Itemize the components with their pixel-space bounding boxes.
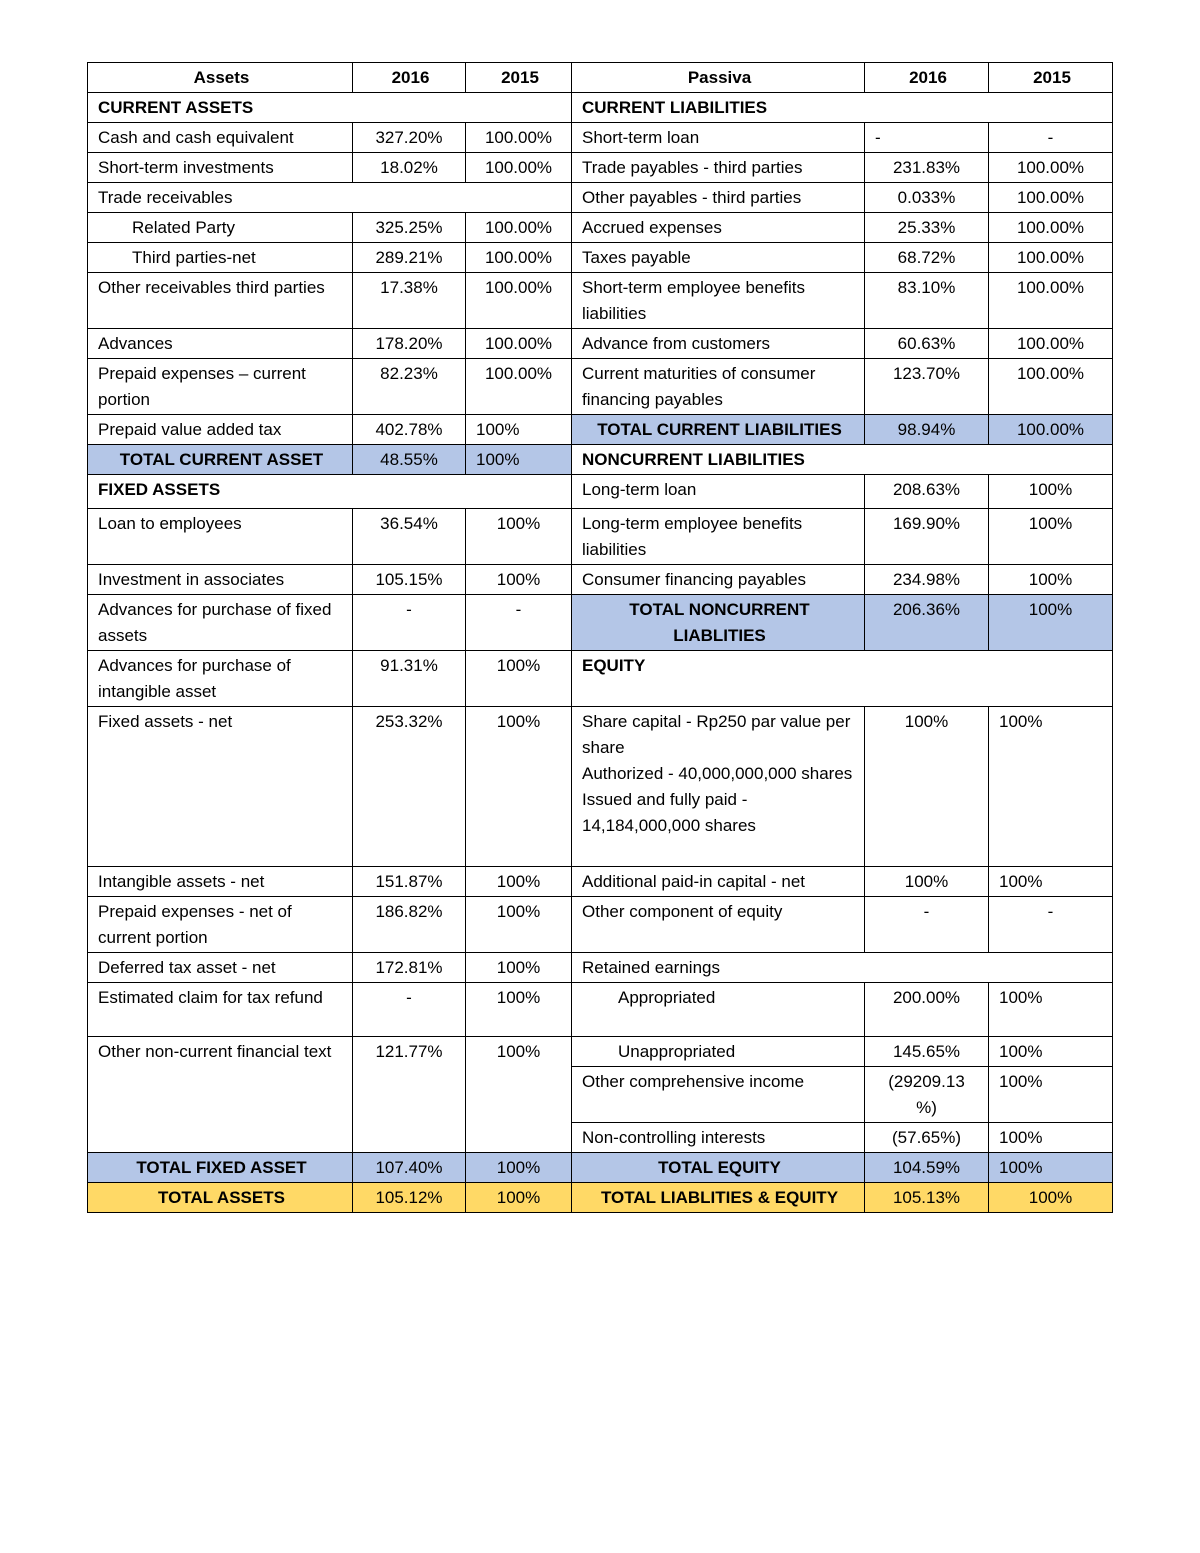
row-label: Prepaid value added tax xyxy=(88,415,353,445)
cell-2015: 100.00% xyxy=(466,359,572,415)
row-label: Unappropriated xyxy=(572,1037,865,1067)
table-row xyxy=(88,897,1113,953)
row-label: Prepaid expenses - net of current portion xyxy=(88,897,353,953)
row-label: Advances for purchase of intangible asset xyxy=(88,651,353,707)
cell-2016: 186.82% xyxy=(353,897,466,953)
cell-2015: 100% xyxy=(466,415,572,445)
row-label: Third parties-net xyxy=(88,243,353,273)
table-row xyxy=(88,983,1113,1037)
table-row xyxy=(88,475,1113,509)
row-label: Additional paid-in capital - net xyxy=(572,867,865,897)
cell-2015: 100.00% xyxy=(989,329,1113,359)
total-fixed-asset-2016: 107.40% xyxy=(353,1153,466,1183)
cell-2015: 100% xyxy=(989,1037,1113,1067)
table-row xyxy=(88,509,1113,565)
cell-2016: (57.65%) xyxy=(865,1123,989,1153)
cell-2016: 169.90% xyxy=(865,509,989,565)
table-row xyxy=(88,415,1113,445)
cell-2015: 100.00% xyxy=(989,359,1113,415)
total-assets-label: TOTAL ASSETS xyxy=(88,1183,353,1213)
cell-2015: 100% xyxy=(466,983,572,1037)
row-label: Other receivables third parties xyxy=(88,273,353,329)
cell-2016: - xyxy=(865,123,989,153)
cell-2015: 100% xyxy=(989,1123,1113,1153)
cell-2016: 402.78% xyxy=(353,415,466,445)
row-label: Advance from customers xyxy=(572,329,865,359)
row-label: Accrued expenses xyxy=(572,213,865,243)
cell-2016: (29209.13 %) xyxy=(865,1067,989,1123)
cell-2016: 100% xyxy=(865,707,989,867)
total-noncurrent-liabilities-2016: 206.36% xyxy=(865,595,989,651)
row-label: Trade payables - third parties xyxy=(572,153,865,183)
section-noncurrent-liabilities: NONCURRENT LIABILITIES xyxy=(572,445,1113,475)
total-noncurrent-liabilities-2015: 100% xyxy=(989,595,1113,651)
row-label: Deferred tax asset - net xyxy=(88,953,353,983)
table-row xyxy=(88,153,1113,183)
row-label: Appropriated xyxy=(572,983,865,1037)
total-current-liabilities-label: TOTAL CURRENT LIABILITIES xyxy=(572,415,865,445)
table-row xyxy=(88,1037,1113,1067)
cell-2016: 253.32% xyxy=(353,707,466,867)
cell-2015: 100% xyxy=(989,1067,1113,1123)
cell-2015: 100% xyxy=(989,475,1113,509)
cell-2015: - xyxy=(989,123,1113,153)
header-passiva-2015: 2015 xyxy=(989,63,1113,93)
cell-2015: 100% xyxy=(466,707,572,867)
row-label: Other non-current financial text xyxy=(88,1037,353,1153)
cell-2015: 100% xyxy=(466,651,572,707)
cell-2015: 100.00% xyxy=(466,123,572,153)
header-row xyxy=(88,63,1113,93)
cell-2015: 100% xyxy=(989,983,1113,1037)
table-row xyxy=(88,707,1113,867)
row-label: Other component of equity xyxy=(572,897,865,953)
cell-2016: 123.70% xyxy=(865,359,989,415)
total-current-liabilities-2016: 98.94% xyxy=(865,415,989,445)
cell-2016: 121.77% xyxy=(353,1037,466,1153)
row-label: Short-term employee benefits liabilities xyxy=(572,273,865,329)
row-label: Investment in associates xyxy=(88,565,353,595)
table-row xyxy=(88,595,1113,651)
row-label: Intangible assets - net xyxy=(88,867,353,897)
header-assets-2016: 2016 xyxy=(353,63,466,93)
table-row xyxy=(88,243,1113,273)
row-label: Retained earnings xyxy=(572,953,1113,983)
cell-2015: 100% xyxy=(466,867,572,897)
cell-2016: 60.63% xyxy=(865,329,989,359)
total-liabilities-equity-label: TOTAL LIABLITIES & EQUITY xyxy=(572,1183,865,1213)
cell-2015: 100.00% xyxy=(466,213,572,243)
table-row xyxy=(88,867,1113,897)
cell-2015: 100% xyxy=(989,565,1113,595)
row-label: Loan to employees xyxy=(88,509,353,565)
table-row xyxy=(88,183,1113,213)
table-row xyxy=(88,1153,1113,1183)
total-current-asset-label: TOTAL CURRENT ASSET xyxy=(88,445,353,475)
cell-2016: 234.98% xyxy=(865,565,989,595)
table-row xyxy=(88,329,1113,359)
section-equity: EQUITY xyxy=(572,651,1113,707)
row-label: Other payables - third parties xyxy=(572,183,865,213)
row-label: Non-controlling interests xyxy=(572,1123,865,1153)
cell-2015: 100.00% xyxy=(989,183,1113,213)
total-fixed-asset-label: TOTAL FIXED ASSET xyxy=(88,1153,353,1183)
cell-2016: 100% xyxy=(865,867,989,897)
cell-2015: 100% xyxy=(989,707,1113,867)
header-passiva: Passiva xyxy=(572,63,865,93)
cell-2015: 100.00% xyxy=(466,273,572,329)
cell-2016: 91.31% xyxy=(353,651,466,707)
total-equity-label: TOTAL EQUITY xyxy=(572,1153,865,1183)
row-label: Cash and cash equivalent xyxy=(88,123,353,153)
cell-2015: 100% xyxy=(466,953,572,983)
row-label: Estimated claim for tax refund xyxy=(88,983,353,1037)
cell-2016: - xyxy=(865,897,989,953)
total-liabilities-equity-2016: 105.13% xyxy=(865,1183,989,1213)
balance-sheet-table xyxy=(87,62,1113,1213)
section-current-liabilities: CURRENT LIABILITIES xyxy=(572,93,1113,123)
cell-2016: 83.10% xyxy=(865,273,989,329)
cell-2015: 100% xyxy=(466,565,572,595)
total-current-liabilities-2015: 100.00% xyxy=(989,415,1113,445)
table-row xyxy=(88,651,1113,707)
row-label: Taxes payable xyxy=(572,243,865,273)
cell-2016: - xyxy=(353,983,466,1037)
cell-2016: 17.38% xyxy=(353,273,466,329)
total-equity-2015: 100% xyxy=(989,1153,1113,1183)
row-label: Long-term loan xyxy=(572,475,865,509)
header-assets: Assets xyxy=(88,63,353,93)
row-label: Prepaid expenses – current portion xyxy=(88,359,353,415)
cell-2015: 100.00% xyxy=(466,329,572,359)
table-row xyxy=(88,213,1113,243)
table-row xyxy=(88,273,1113,329)
row-label: Advances for purchase of fixed assets xyxy=(88,595,353,651)
row-label: Trade receivables xyxy=(88,183,572,213)
total-liabilities-equity-2015: 100% xyxy=(989,1183,1113,1213)
row-label: Related Party xyxy=(88,213,353,243)
cell-2016: 208.63% xyxy=(865,475,989,509)
cell-2016: 82.23% xyxy=(353,359,466,415)
total-fixed-asset-2015: 100% xyxy=(466,1153,572,1183)
cell-2016: 178.20% xyxy=(353,329,466,359)
row-label: Other comprehensive income xyxy=(572,1067,865,1123)
table-row xyxy=(88,93,1113,123)
cell-2015: 100.00% xyxy=(466,153,572,183)
cell-2015: 100.00% xyxy=(989,243,1113,273)
cell-2016: 200.00% xyxy=(865,983,989,1037)
cell-2016: 172.81% xyxy=(353,953,466,983)
cell-2015: 100% xyxy=(466,1037,572,1153)
cell-2015: 100% xyxy=(989,867,1113,897)
row-label: Advances xyxy=(88,329,353,359)
total-equity-2016: 104.59% xyxy=(865,1153,989,1183)
section-current-assets: CURRENT ASSETS xyxy=(88,93,572,123)
cell-2016: - xyxy=(353,595,466,651)
cell-2015: 100.00% xyxy=(466,243,572,273)
row-label: Share capital - Rp250 par value per share Authorized - 40,000,000,000 shares Issued and fully paid - 14,184,000,000 shares xyxy=(572,707,865,867)
table-row xyxy=(88,123,1113,153)
cell-2016: 25.33% xyxy=(865,213,989,243)
total-noncurrent-liabilities-label: TOTAL NONCURRENT LIABLITIES xyxy=(572,595,865,651)
total-assets-2016: 105.12% xyxy=(353,1183,466,1213)
row-label: Consumer financing payables xyxy=(572,565,865,595)
section-fixed-assets: FIXED ASSETS xyxy=(88,475,572,509)
table-row xyxy=(88,359,1113,415)
row-label: Current maturities of consumer financing payables xyxy=(572,359,865,415)
cell-2016: 325.25% xyxy=(353,213,466,243)
cell-2016: 151.87% xyxy=(353,867,466,897)
header-passiva-2016: 2016 xyxy=(865,63,989,93)
cell-2016: 105.15% xyxy=(353,565,466,595)
table-row xyxy=(88,1183,1113,1213)
cell-2015: - xyxy=(466,595,572,651)
total-assets-2015: 100% xyxy=(466,1183,572,1213)
total-current-asset-2015: 100% xyxy=(466,445,572,475)
row-label: Long-term employee benefits liabilities xyxy=(572,509,865,565)
cell-2016: 0.033% xyxy=(865,183,989,213)
total-current-asset-2016: 48.55% xyxy=(353,445,466,475)
table-row xyxy=(88,565,1113,595)
table-row xyxy=(88,953,1113,983)
row-label: Short-term loan xyxy=(572,123,865,153)
cell-2015: 100.00% xyxy=(989,273,1113,329)
cell-2016: 327.20% xyxy=(353,123,466,153)
row-label: Fixed assets - net xyxy=(88,707,353,867)
cell-2016: 68.72% xyxy=(865,243,989,273)
cell-2015: - xyxy=(989,897,1113,953)
row-label: Short-term investments xyxy=(88,153,353,183)
cell-2016: 18.02% xyxy=(353,153,466,183)
cell-2016: 289.21% xyxy=(353,243,466,273)
cell-2016: 231.83% xyxy=(865,153,989,183)
cell-2015: 100% xyxy=(466,897,572,953)
cell-2016: 36.54% xyxy=(353,509,466,565)
cell-2015: 100% xyxy=(989,509,1113,565)
table-row xyxy=(88,445,1113,475)
cell-2015: 100.00% xyxy=(989,153,1113,183)
cell-2016: 145.65% xyxy=(865,1037,989,1067)
cell-2015: 100.00% xyxy=(989,213,1113,243)
header-assets-2015: 2015 xyxy=(466,63,572,93)
cell-2015: 100% xyxy=(466,509,572,565)
